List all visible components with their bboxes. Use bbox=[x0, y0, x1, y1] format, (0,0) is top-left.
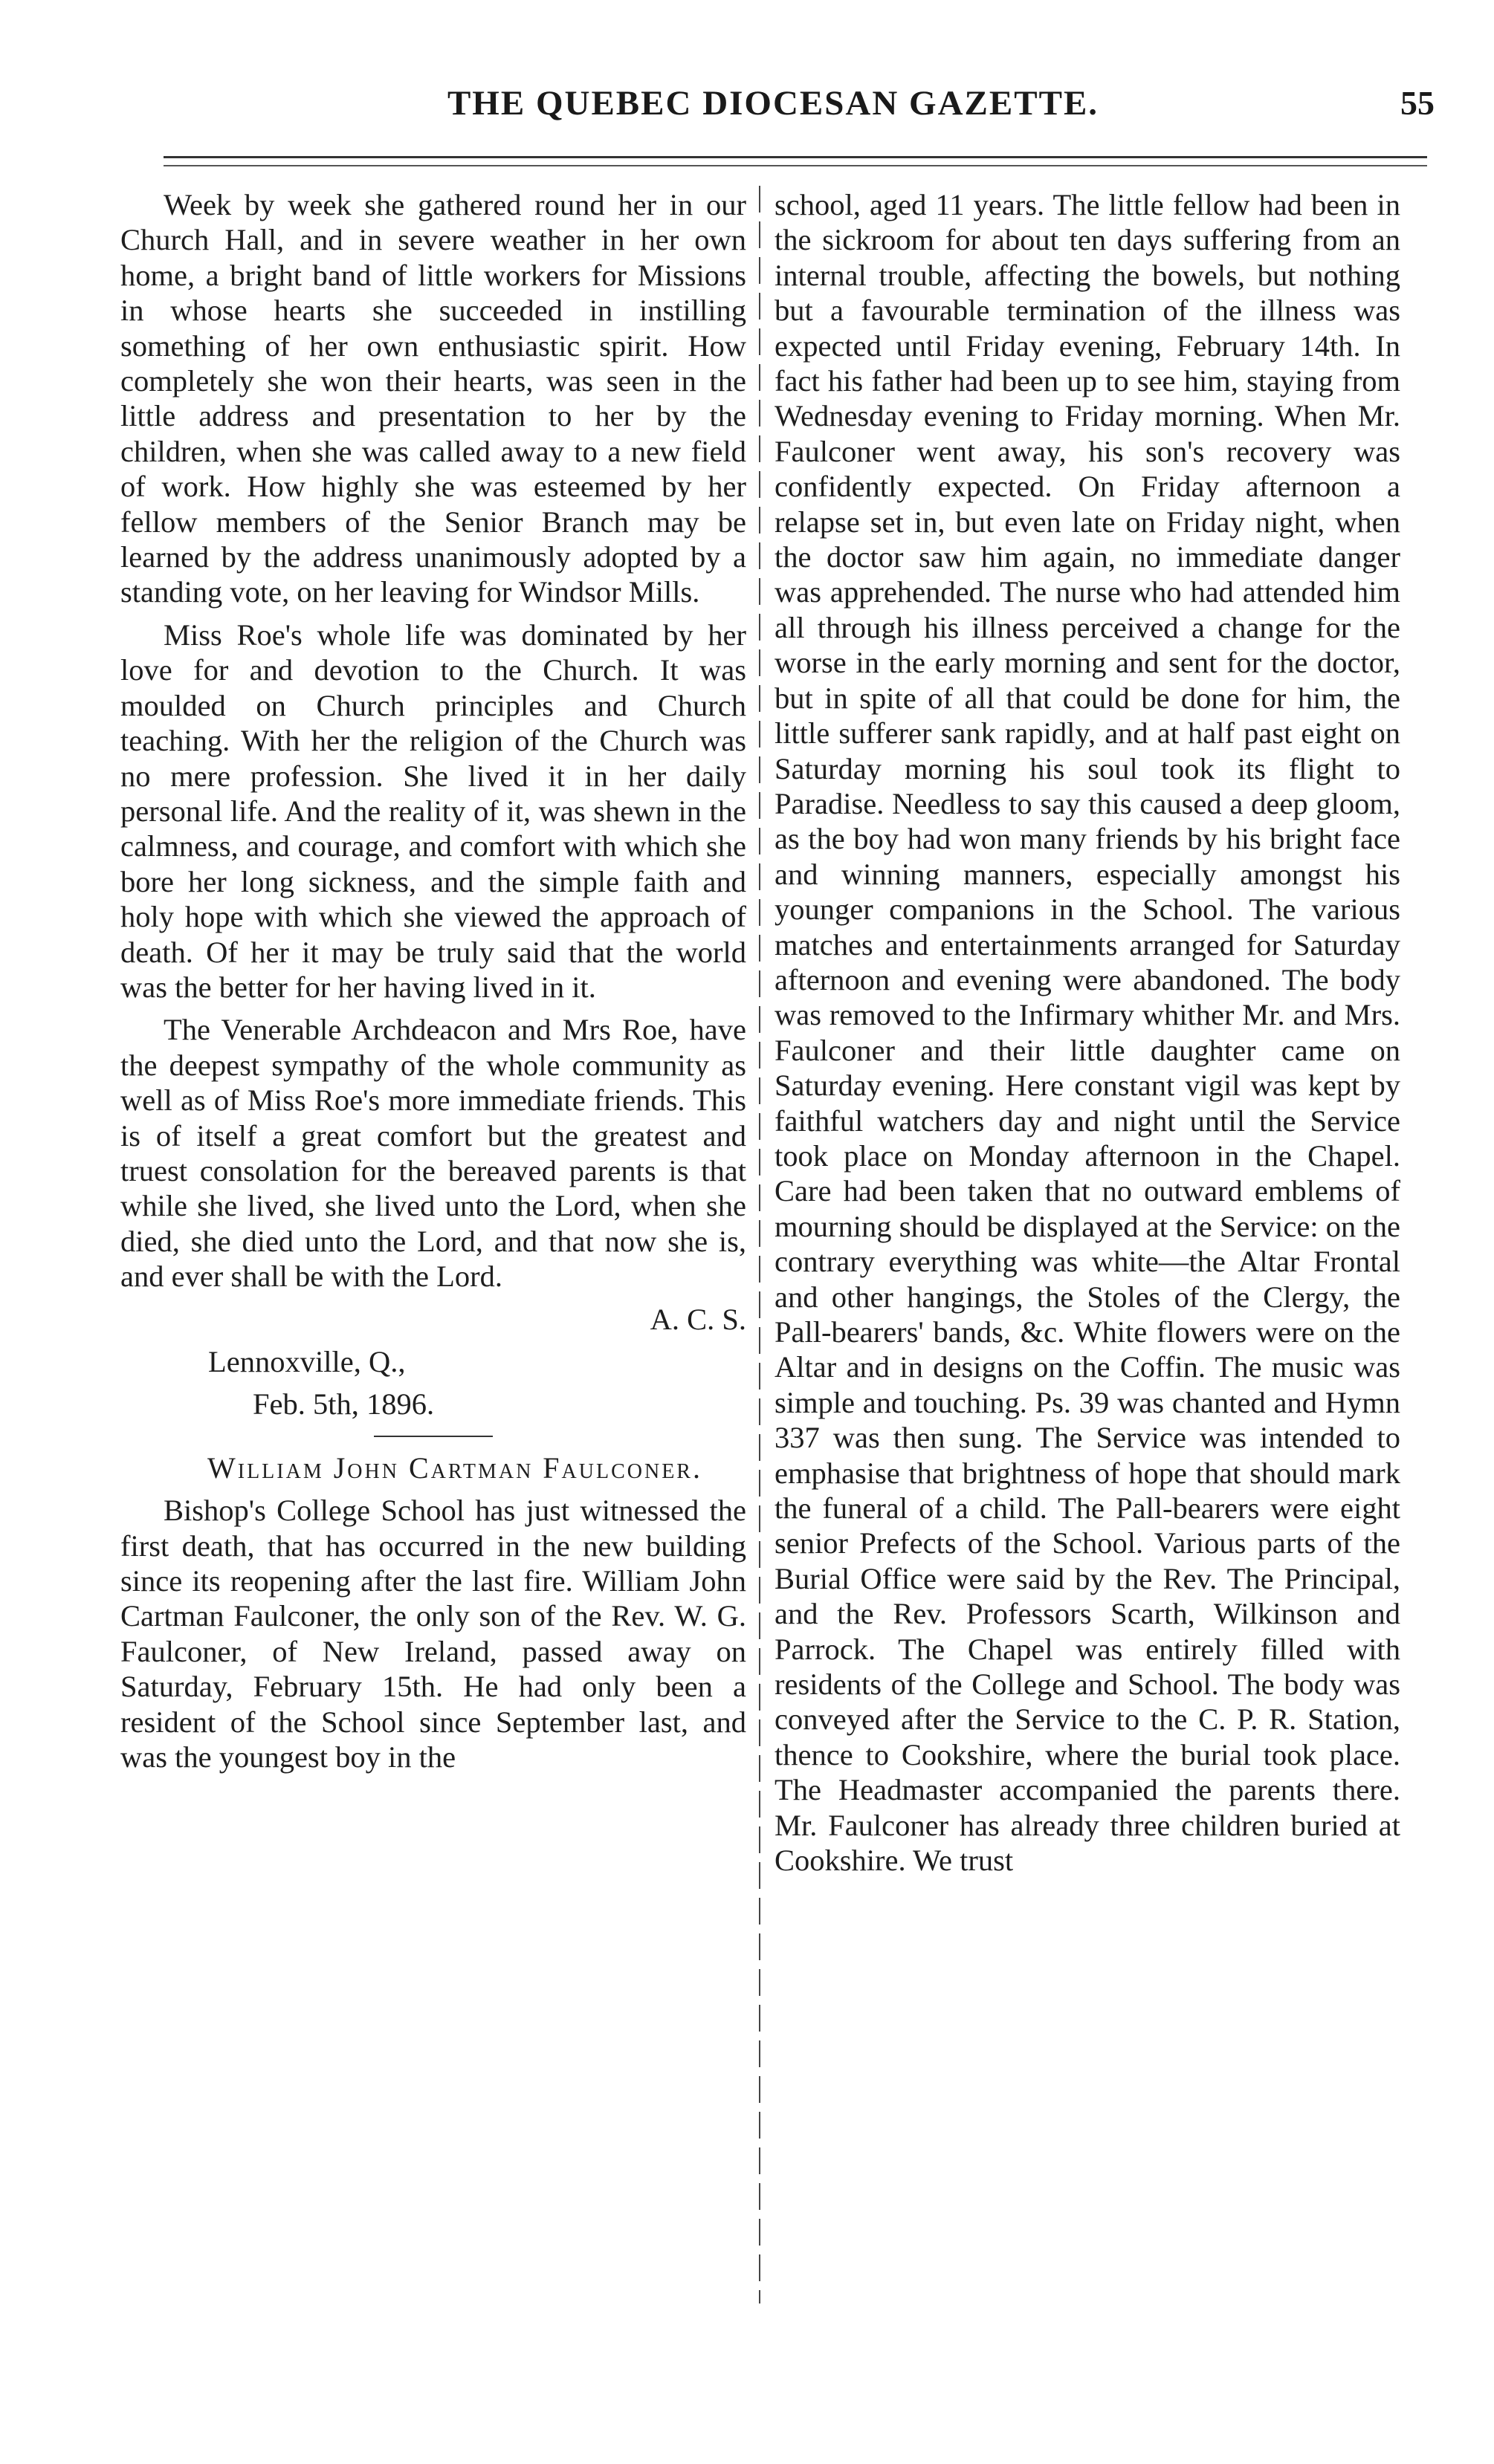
faulconer-paragraph-1: Bishop's College School has just witnessed the first death, that has occurred in the new building since its reopening after the last fire. William John Cartman Faulconer, the only son of the Rev. W. G. Faulconer, of New Ireland, passed away on Saturday, February 15th. He had only been a resident of the School since September last, and was the youngest boy in the bbox=[120, 1494, 746, 1774]
section-heading: William John Cartman Faulconer. bbox=[207, 1450, 702, 1485]
dateline-place: Lennoxville, Q., bbox=[208, 1345, 406, 1378]
page-header bbox=[111, 83, 1435, 135]
column-divider bbox=[759, 186, 760, 2303]
section-divider bbox=[374, 1436, 493, 1437]
header-rule-secondary bbox=[164, 165, 1427, 166]
obituary-paragraph-1: Week by week she gathered round her in our Church Hall, and in severe weather in her own home, a bright band of little workers for Missions in whose hearts she succeeded in instilling something of her own enthusiastic spirit. How completely she won their hearts, was seen in the little address and presentation to her by the children, when she was called away to a new field of work. How highly she was esteemed by her fellow members of the Senior Branch may be learned by the address unanimously adopted by a standing vote, on her leaving for Windsor Mills. bbox=[120, 188, 746, 609]
page-number: 55 bbox=[1400, 84, 1435, 122]
right-column bbox=[775, 187, 1400, 1886]
obituary-paragraph-3: The Venerable Archdeacon and Mrs Roe, have the deepest sympathy of the whole community as well as of Miss Roe's more immediate friends. This is of itself a great comfort but the greatest and truest consolation for the bereaved parents is that while she lived, she lived unto the Lord, when she died, she died unto the Lord, and that now she is, and ever shall be with the Lord. bbox=[120, 1013, 746, 1294]
left-column bbox=[120, 187, 746, 1782]
obituary-paragraph-2: Miss Roe's whole life was dominated by her love for and devotion to the Church. It was moulded on Church principles and Church teaching. With her the religion of the Church was no mere profession. She lived it in her daily personal life. And the reality of it, was shewn in the calmness, and courage, and comfort with which she bore her long sickness, and the simple faith and holy hope with which she viewed the approach of death. Of her it may be truly said that the world was the better for her having lived in it. bbox=[120, 617, 746, 1004]
header-rule bbox=[164, 156, 1427, 158]
faulconer-paragraph-2: school, aged 11 years. The little fellow had been in the sickroom for about ten days suffering from an internal trouble, affecting the bowels, but nothing but a favourable termination of the illness was expected until Friday evening, February 14th. In fact his father had been up to see him, staying from Wednesday evening to Friday morning. When Mr. Faulconer went away, his son's recovery was confidently expected. On Friday afternoon a relapse set in, but even late on Friday night, when the doctor saw him again, no immediate danger was apprehended. The nurse who had attended him all through his illness perceived a change for the worse in the early morning and sent for the doctor, but in spite of all that could be done for him, the little sufferer sank rapidly, and at half past eight on Saturday morning his soul took its flight to Paradise. Needless to say this caused a deep gloom, as the boy had won many friends by his bright face and winning manners, especially amongst his younger companions in the School. The various matches and entertainments arranged for Saturday afternoon and evening were abandoned. The body was removed to the Infirmary whither Mr. and Mrs. Faulconer and their little daughter came on Saturday evening. Here constant vigil was kept by faithful watchers day and night until the Service took place on Monday afternoon in the Chapel. Care had been taken that no outward emblems of mourning should be displayed at the Service: on the contrary everything was white—the Altar Frontal and other hangings, the Stoles of the Clergy, the Pall-bearers' bands, &c. White flowers were on the Altar and in designs on the Coffin. The music was simple and touching. Ps. 39 was chanted and Hymn 337 was then sung. The Service was intended to emphasise that brightness of hope that should mark the funeral of a child. The Pall-bearers were eight senior Prefects of the School. Various parts of the Burial Office were said by the Rev. The Principal, and the Rev. Professors Scarth, Wilkinson and Parrock. The Chapel was entirely filled with residents of the College and School. The body was conveyed after the Service to the C. P. R. Station, thence to Cookshire, where the burial took place. The Headmaster accompanied the parents there. Mr. Faulconer has already three children buried at Cookshire. We trust bbox=[775, 188, 1400, 1878]
author-signature: A. C. S. bbox=[650, 1302, 746, 1336]
dateline-date: Feb. 5th, 1896. bbox=[253, 1387, 435, 1421]
publication-title: THE QUEBEC DIOCESAN GAZETTE. bbox=[447, 84, 1099, 123]
